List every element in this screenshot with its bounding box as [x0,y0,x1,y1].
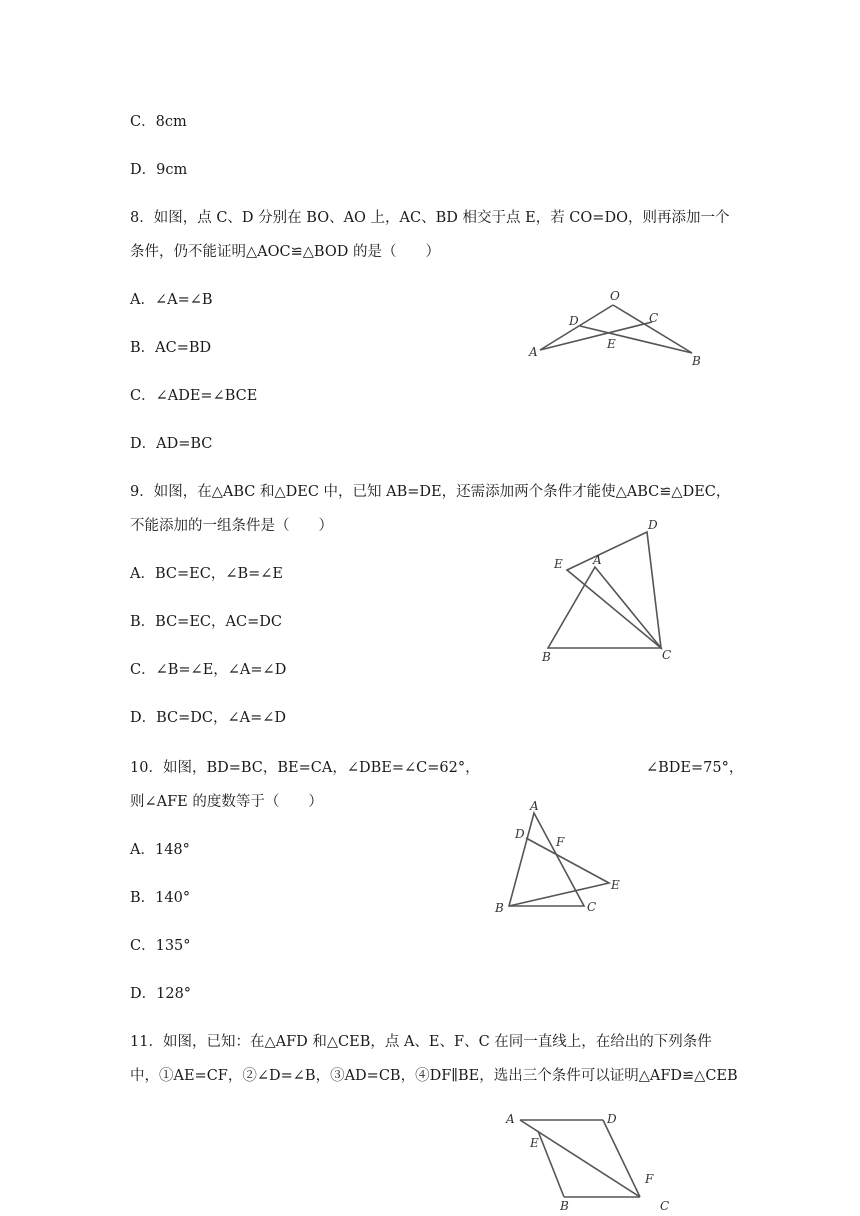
q8-segment-db [580,326,692,353]
q10-stem-line1: 10．如图，BD=BC，BE=CA，∠DBE=∠C=62°， [130,760,480,776]
q9-stem-line1: 9．如图，在△ABC 和△DEC 中，已知 AB=DE，还需添加两个条件才能使△ABC≌△DEC， [130,484,731,500]
q8-label-o: O [610,289,620,303]
q11-label-f: F [645,1172,654,1186]
q11-label-c: C [660,1199,670,1213]
q11-label-b: B [560,1199,569,1213]
q10-label-a: A [530,799,539,813]
q8-label-a: A [529,345,538,359]
q9-label-b: B [542,650,551,664]
q8-figure [520,285,710,370]
q8-option-a: A．∠A=∠B [130,292,213,308]
q9-stem-line2: 不能添加的一组条件是（ ） [130,518,333,534]
q8-stem-line1: 8．如图，点 C、D 分别在 BO、AO 上，AC、BD 相交于点 E，若 CO=DO，则再添加一个 [130,210,730,226]
q9-option-b: B．BC=EC，AC=DC [130,614,282,630]
q8-segment-ac [540,322,652,350]
q9-figure [540,515,680,665]
q11-stem-line2: 中，①AE=CF，②∠D=∠B，③AD=CB，④DF∥BE，选出三个条件可以证明△AFD≌△CEB [130,1068,738,1084]
q7-option-c: C．8cm [130,114,187,130]
q11-label-a: A [506,1112,515,1126]
q8-option-c: C．∠ADE=∠BCE [130,388,258,404]
q10-option-b: B．140° [130,890,191,906]
q8-label-d: D [569,314,579,328]
q11-stem-line1: 11．如图，已知：在△AFD 和△CEB，点 A、E、F、C 在同一直线上，在给出的下列条件 [130,1034,712,1050]
q10-label-e: E [611,878,620,892]
q10-label-c: C [587,900,597,914]
q8-label-e: E [607,337,616,351]
q8-label-b: B [692,354,701,368]
q11-label-d: D [607,1112,617,1126]
q9-label-e: E [554,557,563,571]
q8-stem-line2: 条件，仍不能证明△AOC≌△BOD 的是（ ） [130,244,440,260]
q10-label-d: D [515,827,525,841]
q8-option-b: B．AC=BD [130,340,212,356]
q10-option-a: A．148° [130,842,190,858]
q10-figure [490,798,630,918]
q9-label-c: C [662,648,672,662]
q10-label-f: F [556,835,565,849]
q11-figure [500,1108,680,1212]
q9-label-d: D [648,518,658,532]
q9-option-a: A．BC=EC，∠B=∠E [130,566,284,582]
q9-option-d: D．BC=DC，∠A=∠D [130,710,287,726]
q10-stem-line1-right: ∠BDE=75°， [646,760,744,776]
q9-option-c: C．∠B=∠E，∠A=∠D [130,662,287,678]
q9-triangle-abc [548,567,661,648]
q8-label-c: C [649,311,659,325]
q7-option-d: D．9cm [130,162,188,178]
q9-label-a: A [593,553,602,567]
q10-stem-line2: 则∠AFE 的度数等于（ ） [130,794,323,810]
q10-option-c: C．135° [130,938,191,954]
q10-label-b: B [495,901,504,915]
q11-label-e: E [530,1136,539,1150]
q10-option-d: D．128° [130,986,192,1002]
q11-segment-eb [538,1131,564,1197]
q8-option-d: D．AD=BC [130,436,213,452]
